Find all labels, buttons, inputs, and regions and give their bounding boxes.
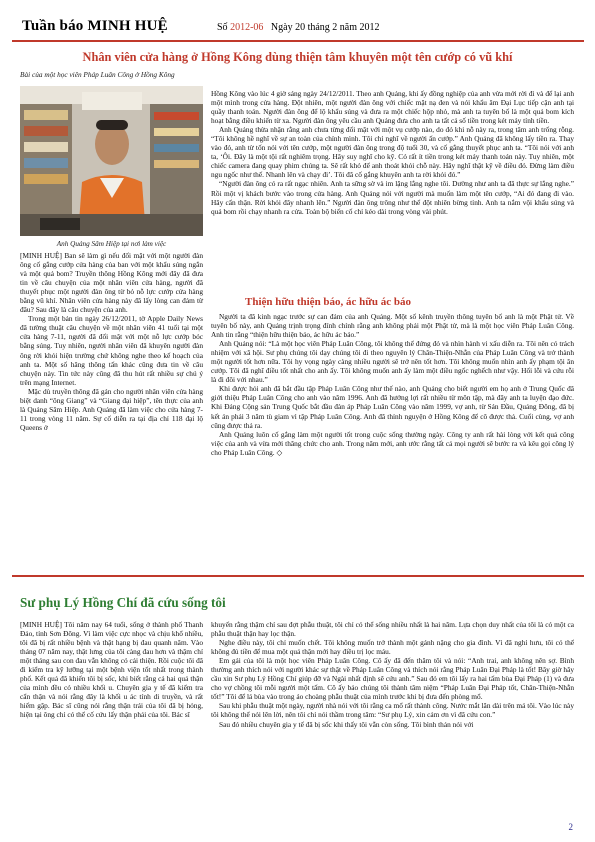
paragraph: Sau khi phẫu thuật một ngày, người nhà nói với tôi rằng ca mổ rất thành công. Nước mắt lăn dài trên má tôi. Vào lúc này tôi không thể nói lên lời, nên tôi chỉ nói thầm trong tâm: “Sư phụ Lý, xin cảm ơn vì đã cứu con.” [211, 701, 574, 720]
article1-photo-caption: Anh Quảng Sâm Hiệp tại nơi làm việc [56, 240, 167, 248]
paragraph: Anh Quảng nói: “Là một học viên Pháp Luân Công, tôi không thể đứng đó và nhìn hành vi xấu diễn ra. Tôi nên có trách nhiệm với xã hội. Sư phụ chúng tôi dạy chúng tôi đi theo nguyên lý Chân-Thiện-Nhẫn của Pháp Luân Công và trở thành một người tốt hơn nữa. Tôi hy vọng ngày càng nhiều người sẽ trở nên tốt hơn. Tôi không muốn nhìn anh ấy phạm tội ăn cướp. Tôi đã nghĩ điều tốt nhất cho anh ấy. Tôi không muốn anh ấy làm một điều ngốc nghếch như vậy. Hối lỗi và cứu rỗi là đi đôi với nhau.” [211, 339, 574, 385]
page-number: 2 [568, 822, 573, 832]
masthead-title: Tuần báo MINH HUỆ [22, 18, 168, 34]
issue-number: 2012-06 [230, 22, 264, 33]
paragraph: [MINH HUỆ] Tôi năm nay 64 tuổi, sống ở thành phố Thanh Đảo, tỉnh Sơn Đông. Vì làm việc cực nhọc và chịu khổ nhiều, tôi đã bị rất nhiều bệnh và thật hạng bị đau quanh năm. Vào tháng 07 năm nay, thật lưng của tôi càng đau hơn và thậm chí một tháng sau con đau vẫn không có cải thiện. Rồi cuộc tôi đã đi kiểm tra kỹ lưỡng tại một bệnh viện tốt nhất trong thành phố. Kết quả đã khiến tôi bị sốc, khi biết rằng cả hai quả thận của mình đều có nhiều khối u. Chuyên gia y tế đã kiểm tra cẩn thận và nói rằng đây là khối u ác tính di truyền, và rất hiếm gặp. Bác sĩ cũng nói rằng thận trái của tôi đã bị hỏng, hiện tại ông chỉ có thể cố cứu lấy thận phải của tôi. Bác sĩ [20, 620, 203, 720]
paragraph: Em gái của tôi là một học viên Pháp Luân Công. Cô ấy đã đến thăm tôi và nói: “Anh trai, anh không nên sợ. Bình thường anh thích nói với người khác sự thật về Pháp Luân Công và thích nói rằng Pháp Luân Đại Pháp là tốt! Bây giờ hãy cầu xin Sư phụ Lý Hồng Chí giúp đỡ và Ngài nhất định sẽ cứu anh.” Sau đó em tôi lấy ra hai tấm bùa Đại Pháp (1) và đưa cho vợ chồng tôi mỗi người một tấm. Cô ấy bảo chúng tôi thành tâm niệm “Pháp Luân Đại Pháp tốt, Chân-Thiện-Nhẫn tốt!” Tôi để lá bùa vào trong áo choàng phẫu thuật của mình trước khi bị đưa đến phòng mổ. [211, 656, 574, 702]
issue-info [217, 22, 380, 33]
issue-date: Ngày 20 tháng 2 năm 2012 [270, 22, 380, 33]
article1-left-column [20, 251, 203, 432]
article1-right-column-top [211, 89, 574, 216]
paragraph: Hồng Kông vào lúc 4 giờ sáng ngày 24/12/2011. Theo anh Quảng, khi ấy đồng nghiệp của anh vừa mới rời đi và để lại anh một mình trong cửa hàng. Đột nhiên, một người đàn ông với chiếc mặt nạ đen và nói khẩu âm Đại Lục tiếp cận anh tại quầy thanh toán. Người đàn ông để lộ khẩu súng và đưa ra một chiếc hộp nhỏ, mà anh ta tuyên bố là một quả bom kích hoạt bằng điều khiển từ xa. Người đàn ông yêu cầu anh Quảng đưa cho anh ta tất cả số tiền trong két máy tính tiền. [211, 89, 574, 126]
article1-byline: Bài của một học viên Pháp Luân Công ở Hồng Kông [20, 70, 175, 79]
article1-right-column-bottom [211, 312, 574, 457]
header-rule [12, 40, 584, 42]
paragraph: Người ta đã kinh ngạc trước sự can đảm của anh Quảng. Một số kênh truyền thông tuyên bố anh là một Phật tử. Về tuyên bố này, anh Quảng trịnh trọng đính chính rằng anh không phải một Phật tử, mà là một học viên Pháp Luân Công. Anh tin rằng “thiện hữu thiện báo, ác hữu ác báo.” [211, 312, 574, 340]
paragraph: Khi được hỏi anh đã bắt đầu tập Pháp Luân Công như thế nào, anh Quảng cho biết người em họ anh ở Trung Quốc đã giới thiệu Pháp Luân Công cho anh vào năm 1996. Anh đã hưởng lợi rất nhiều từ môn tập, mà đây anh ta luyện đạo đức. Khi Đảng Cộng sản Trung Quốc bắt đầu đàn áp Pháp Luân Công vào năm 1999, vợ anh, từ Sán Đầu, Quảng Đông, đã bị kết án phải 3 năm tù giam vì tập Pháp Luân Công. Anh đã thỉnh nguyện ở Hồng Kông để cô được thả. Cuối cùng, vợ anh cũng được thả ra. [211, 384, 574, 430]
article2-title: Sư phụ Lý Hồng Chí đã cứu sống tôi [20, 595, 226, 610]
article2-left-column [20, 620, 203, 720]
issue-prefix: Số [217, 22, 228, 33]
newsletter-header [22, 18, 574, 40]
article1-title: Nhân viên cửa hàng ở Hồng Kông dùng thiện tâm khuyên một tên cướp có vũ khí [82, 50, 513, 64]
paragraph: Anh Quảng thừa nhận rằng anh chưa từng đối mặt với một vụ cướp nào, do đó khi nỗ này ra, trong tâm anh trống rỗng. “Tôi không hề nghĩ về sự an toàn của chính mình. Tôi chỉ nghĩ về người ấn cướp.” Anh Quảng đã không lấy tiền ra. Thay vào đó, anh từ tốn nói với tên cướp, một người đàn ông trong độ tuổi 30, và cố gắng thuyết phục anh ta. “Tôi nói với anh ta, ‘Ôi. Đây là một tội rất nghiêm trọng. Hãy suy nghĩ cho kỹ. Có rất ít tiền trong két máy thanh toán này. Tuy nhiên, một chiếc camera đang quay phim chúng ta. Sẽ rất khó để anh thoát khỏi chỗ này. Hãy nghĩ thật kỹ về điều đó. Đừng làm điều ngu ngốc như thế. Nhanh lên và chạy đi’. Tôi đã cố gắng khuyên anh ta rời khỏi đó.” [211, 125, 574, 180]
paragraph: Mặc dù truyền thông đã gán cho người nhân viên cửa hàng biệt danh “ông Giang” và “Giang đại hiệp”, tên thực của anh là Quảng Sâm Hiệp. Anh Quảng đã làm việc cho cửa hàng 7-11 trong vòng 11 năm. Sự cố diễn ra tại địa chỉ 118 đại lộ Queens ở [20, 386, 203, 432]
article1-photo [20, 86, 203, 236]
paragraph: “Người đàn ông có ra rất ngạc nhiên. Anh ta sững sờ và im lặng lắng nghe tôi. Dường như anh ta đã thực sự lắng nghe.” Rồi một vị khách bước vào trong cửa hàng. Anh Quảng nói với người mà muốn làm một tên cướp, “Ai đó đang đi vào. Hãy cẩn thận. Rời khỏi đây nhanh lên.” Người đàn ông trông như thể đột nhiên bừng tỉnh. Anh ta nắm vội khẩu súng và quả bom rồi chạy nhanh ra cửa. Toàn bộ biến cố chỉ kéo dài trong vòng vài phút. [211, 179, 574, 216]
paragraph: Nghe điều này, tôi chỉ muốn chết. Tôi không muốn trở thành một gánh nặng cho gia đình. Vì đã nghỉ hưu, tôi có thể không đủ tiền để mua một quả thận mới hay điều trị lọc máu. [211, 638, 574, 657]
paragraph: [MINH HUỆ] Ban sẽ làm gì nếu đối mặt với một người đàn ông cố gắng cướp cửa hàng của ban với một khẩu súng ngắn và một quả bom? Truyền thông Hồng Kông mới đây đã đưa tin về câu chuyện của một nhân viên cửa hàng, người đã thuyết phục một người đàn ông từ bỏ nỗ lực cướp cửa hàng bằng vũ khí. Nhân viên cửa hàng này đã lấy lòng can đảm từ đâu? Sau đây là câu chuyện của anh. [20, 251, 203, 315]
paragraph: khuyến rằng thậm chí sau đợt phẫu thuật, tôi chỉ có thể sống nhiều nhất là hai năm. Lựa chọn duy nhất của tôi là có một ca phẫu thuật thận hay lọc thận. [211, 620, 574, 639]
section-divider [12, 575, 584, 577]
store-clerk-image [20, 86, 203, 236]
paragraph: Sau đó nhiều chuyên gia y tế đã bị sốc khi thấy tôi vẫn còn sống. Tôi bình thản nói với [219, 719, 474, 729]
article2-right-column [211, 620, 574, 729]
article1-subheading: Thiện hữu thiện báo, ác hữu ác báo [245, 296, 412, 308]
paragraph: Trong một bản tin ngày 26/12/2011, tờ Apple Daily News đã tường thuật câu chuyện về một nhân viên 41 tuổi tại một cửa hàng 7-11, người đã đối mặt với một nỗ lực cướp bóc bằng súng. Tuy nhiên, người nhân viên đã khuyên người đàn ông rời khỏi hiện trường chứ không nghe theo kế hoạch của anh ta. Một số hãng thông tấn khác cũng đưa tin về câu chuyện này. Tin tức này cũng đã thu hút rất nhiều sự chú ý trên mạng Internet. [20, 314, 203, 387]
paragraph: Anh Quảng luôn cố gắng làm một người tốt trong cuộc sống thường ngày. Công ty anh rất hài lòng với kết quả công việc của anh và vừa mới thăng chức cho anh. Trong năm mới, anh ước rằng tất cả mọi người sẽ bước ra và kêu gọi công lý cho Pháp Luân Công. ◇ [211, 429, 574, 457]
